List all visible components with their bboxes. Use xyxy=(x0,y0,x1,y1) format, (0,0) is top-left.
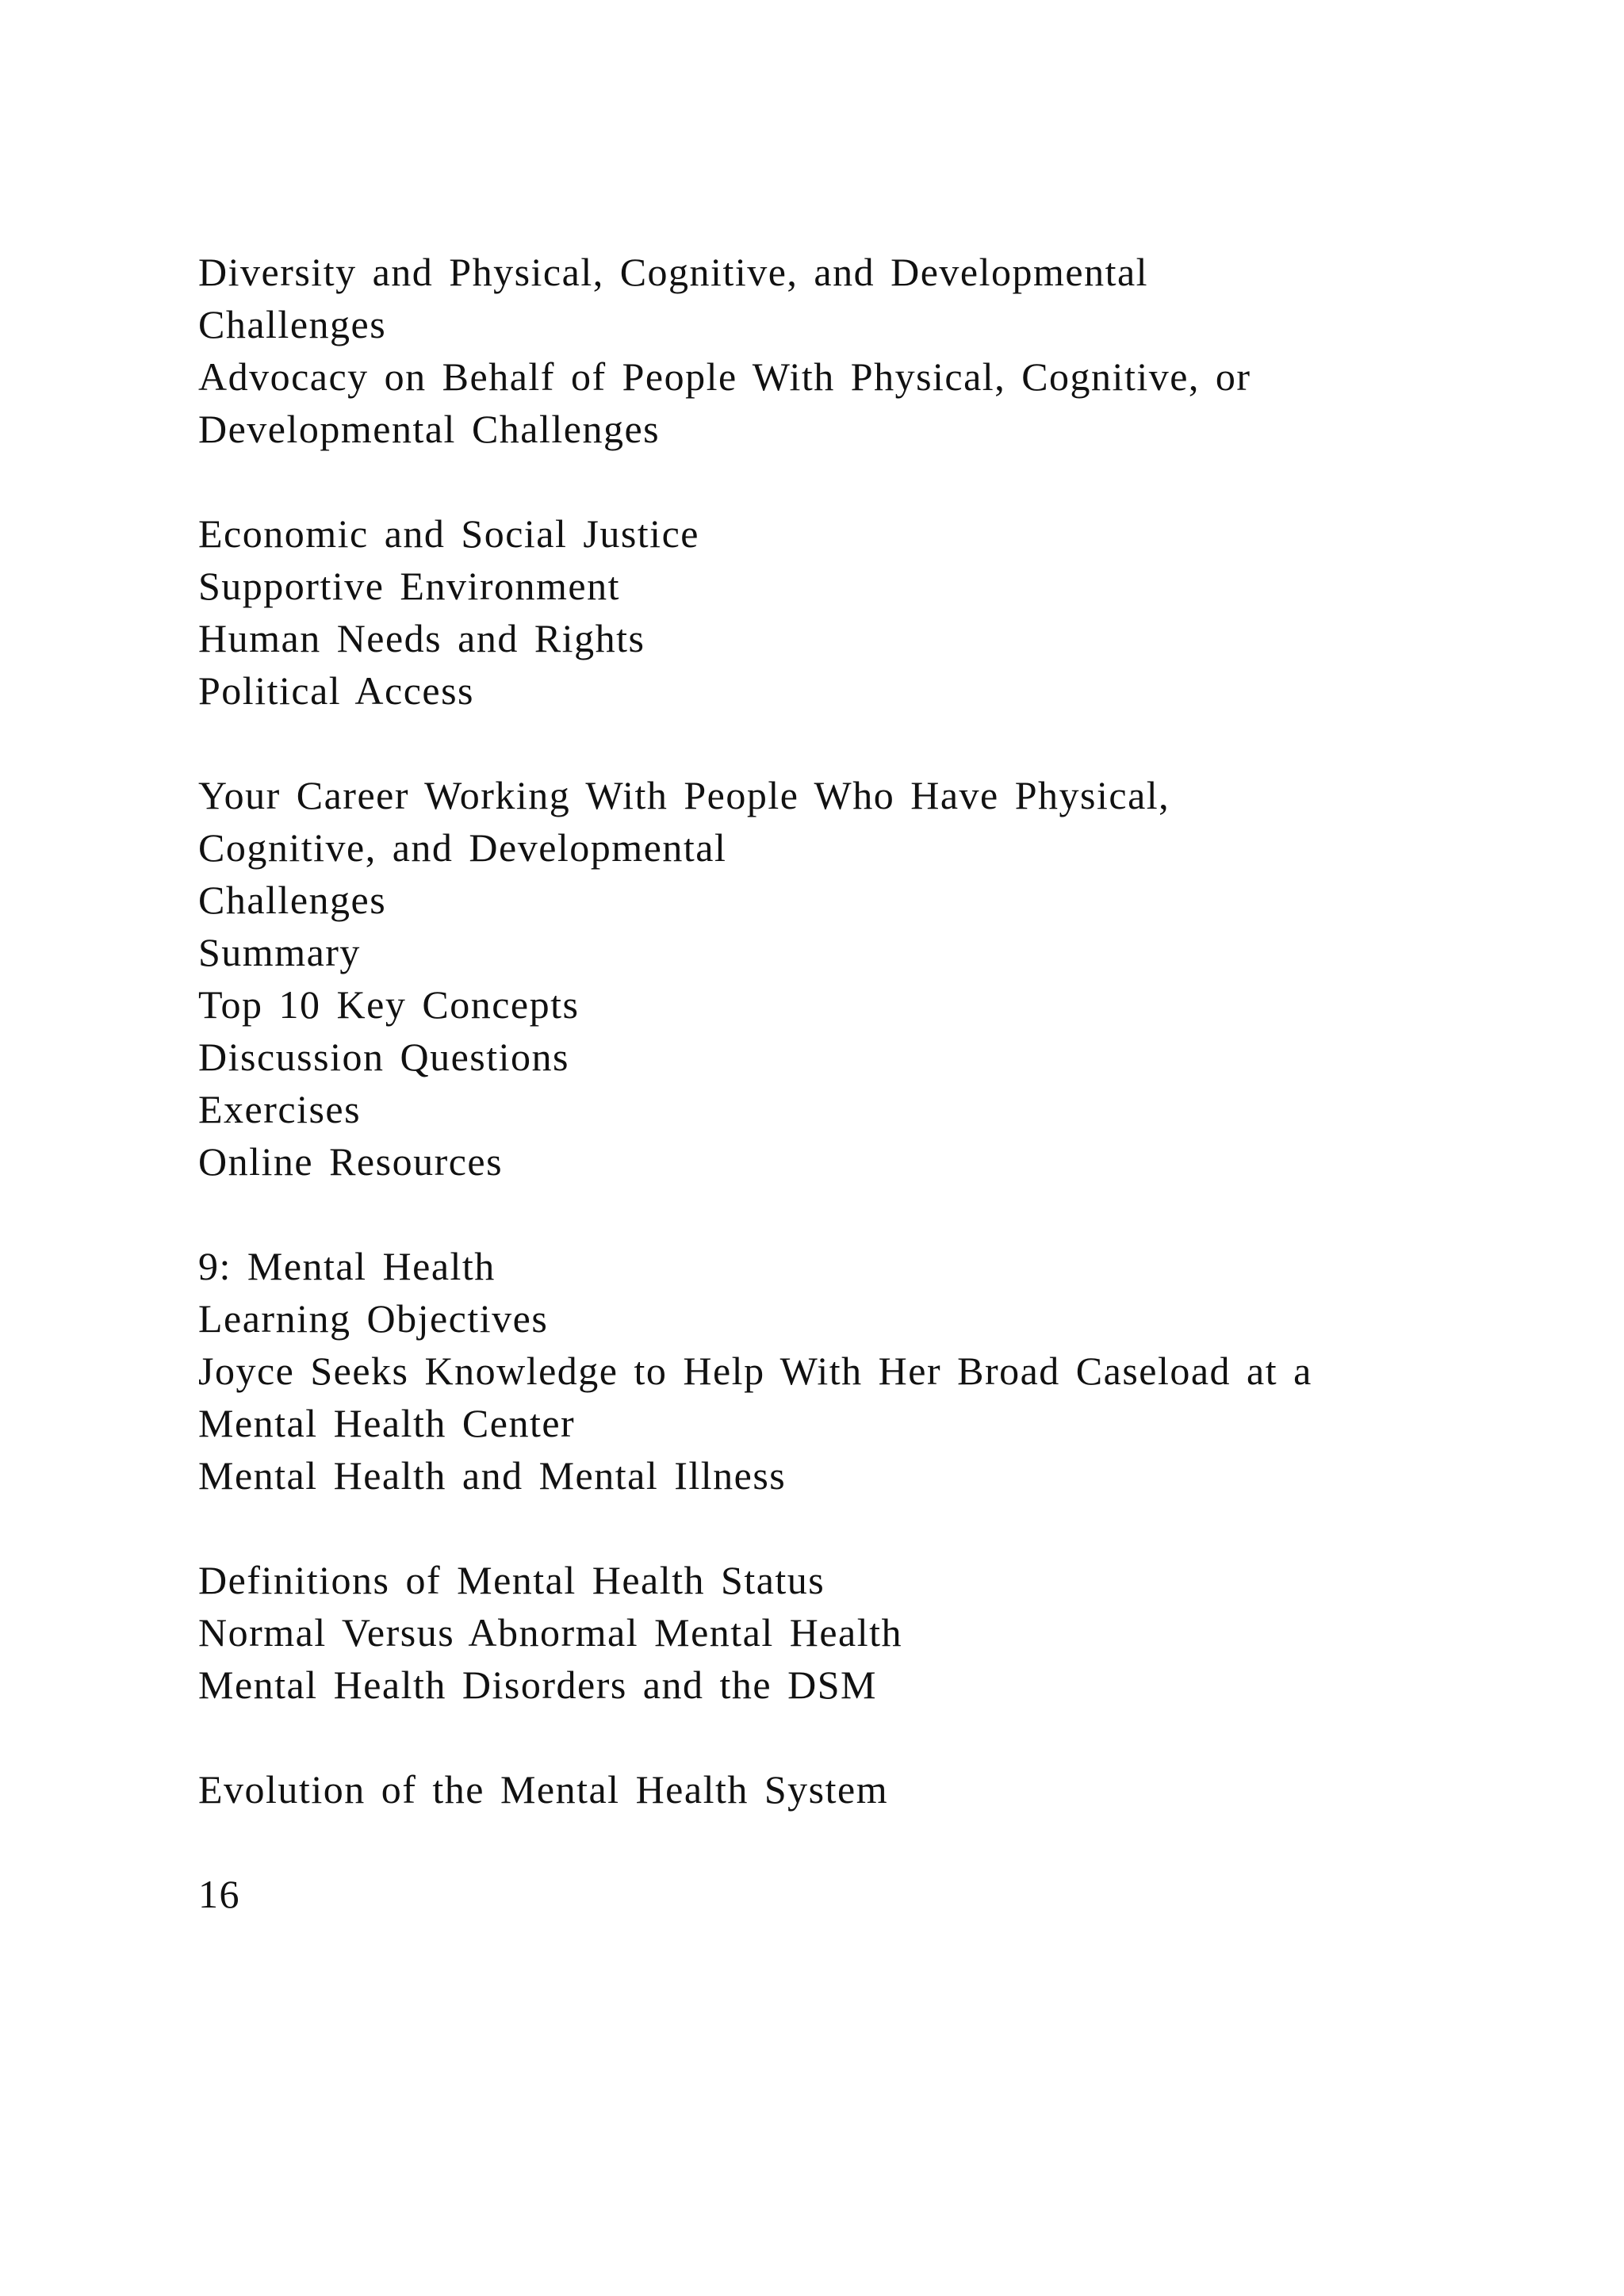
blank-line xyxy=(198,717,1435,769)
toc-line: Diversity and Physical, Cognitive, and Developmental xyxy=(198,250,1149,294)
toc-line: Cognitive, and Developmental xyxy=(198,825,727,870)
toc-line: Evolution of the Mental Health System xyxy=(198,1767,889,1812)
toc-line: Challenges xyxy=(198,302,387,346)
toc-line: Challenges xyxy=(198,878,387,922)
toc-line: Supportive Environment xyxy=(198,564,620,608)
page-number: 16 xyxy=(198,1872,240,1916)
toc-line: Political Access xyxy=(198,668,474,713)
toc-line: Exercises xyxy=(198,1087,362,1131)
toc-line: Online Resources xyxy=(198,1139,504,1184)
toc-line: Joyce Seeks Knowledge to Help With Her Broad Caseload at a xyxy=(198,1349,1312,1393)
blank-line xyxy=(198,1816,1435,1868)
toc-line: Mental Health Disorders and the DSM xyxy=(198,1663,877,1707)
toc-line: Discussion Questions xyxy=(198,1035,569,1079)
blank-line xyxy=(198,1188,1435,1240)
chapter-heading: 9: Mental Health xyxy=(198,1244,496,1288)
toc-text-block xyxy=(198,246,1435,1920)
toc-line: Mental Health and Mental Illness xyxy=(198,1453,787,1498)
blank-line xyxy=(198,1502,1435,1554)
toc-line: Learning Objectives xyxy=(198,1296,549,1341)
toc-line: Normal Versus Abnormal Mental Health xyxy=(198,1610,903,1655)
toc-line: Mental Health Center xyxy=(198,1401,576,1445)
blank-line xyxy=(198,1711,1435,1763)
toc-line: Developmental Challenges xyxy=(198,407,661,451)
toc-line: Human Needs and Rights xyxy=(198,616,645,660)
blank-line xyxy=(198,455,1435,507)
toc-line: Definitions of Mental Health Status xyxy=(198,1558,825,1602)
toc-line: Economic and Social Justice xyxy=(198,511,699,556)
toc-line: Your Career Working With People Who Have Physical, xyxy=(198,773,1170,817)
toc-line: Advocacy on Behalf of People With Physical, Cognitive, or xyxy=(198,354,1251,399)
toc-line: Summary xyxy=(198,930,361,974)
toc-line: Top 10 Key Concepts xyxy=(198,982,580,1027)
